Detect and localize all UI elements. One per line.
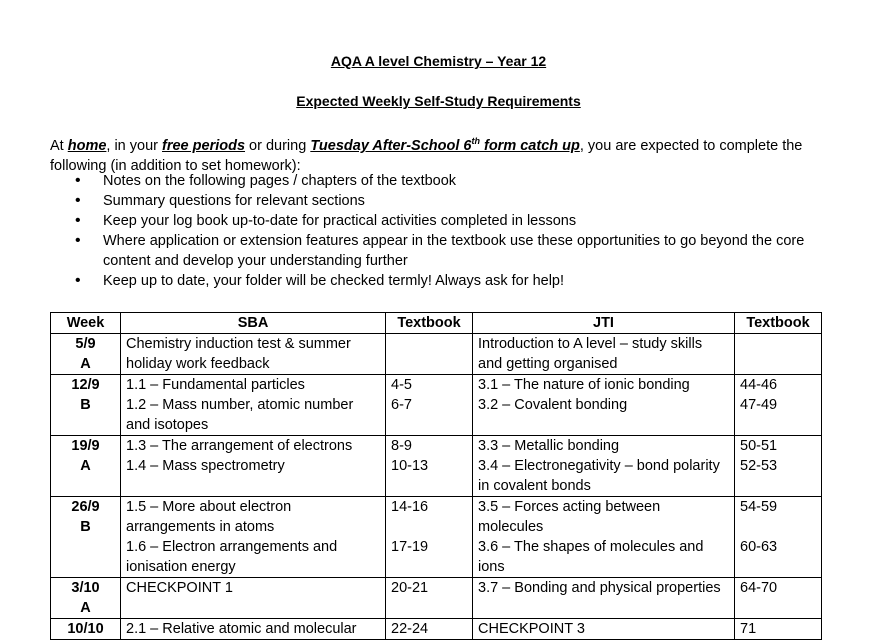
sba-cell: 2.1 – Relative atomic and molecular <box>121 619 386 640</box>
sba-cell: 1.5 – More about electron arrangements in atoms 1.6 – Electron arrangements and ionisation energy <box>121 497 386 578</box>
sba-cell: CHECKPOINT 1 <box>121 578 386 619</box>
table-row <box>51 578 822 619</box>
table-row <box>51 334 822 375</box>
list-item: • Keep up to date, your folder will be checked termly! Always ask for help! <box>103 271 823 291</box>
jti-cell: 3.3 – Metallic bonding 3.4 – Electronegativity – bond polarity in covalent bonds <box>473 436 735 497</box>
requirements-list <box>103 171 823 291</box>
header-sba: SBA <box>121 313 386 334</box>
jti-pages-cell: 44-46 47-49 <box>735 375 822 436</box>
schedule-table <box>50 312 822 640</box>
jti-cell: 3.5 – Forces acting between molecules 3.6 – The shapes of molecules and ions <box>473 497 735 578</box>
jti-cell: Introduction to A level – study skills and getting organised <box>473 334 735 375</box>
table-row <box>51 375 822 436</box>
sba-pages-cell: 8-9 10-13 <box>386 436 473 497</box>
week-cell: 12/9 B <box>51 375 121 436</box>
list-item: • Notes on the following pages / chapters of the textbook <box>103 171 823 191</box>
sba-pages-cell <box>386 334 473 375</box>
intro-home: home <box>67 137 107 154</box>
sba-pages-cell: 20-21 <box>386 578 473 619</box>
sba-cell: Chemistry induction test & summer holiday work feedback <box>121 334 386 375</box>
jti-cell: 3.1 – The nature of ionic bonding 3.2 – Covalent bonding <box>473 375 735 436</box>
jti-cell: 3.7 – Bonding and physical properties <box>473 578 735 619</box>
week-cell: 3/10 A <box>51 578 121 619</box>
list-item: • Summary questions for relevant sections <box>103 191 823 211</box>
jti-pages-cell: 64-70 <box>735 578 822 619</box>
table-row <box>51 619 822 640</box>
sba-pages-cell: 22-24 <box>386 619 473 640</box>
intro-paragraph: At home, in your free periods or during Tuesday After-School 6th form catch up, you are expected to complete the following (in addition to set homework): <box>50 136 803 174</box>
jti-pages-cell: 71 <box>735 619 822 640</box>
document-subtitle: Expected Weekly Self-Study Requirements <box>296 93 581 109</box>
jti-pages-cell <box>735 334 822 375</box>
table-row <box>51 436 822 497</box>
header-jti: JTI <box>473 313 735 334</box>
sba-cell: 1.1 – Fundamental particles 1.2 – Mass number, atomic number and isotopes <box>121 375 386 436</box>
list-item: • Where application or extension features appear in the textbook use these opportunities to go beyond the core content and develop your understanding further <box>103 231 823 271</box>
document-title: AQA A level Chemistry – Year 12 <box>330 53 547 69</box>
jti-pages-cell: 50-51 52-53 <box>735 436 822 497</box>
list-item: • Keep your log book up-to-date for practical activities completed in lessons <box>103 211 823 231</box>
week-cell: 10/10 <box>51 619 121 640</box>
table-header-row <box>51 313 822 334</box>
header-textbook-jti: Textbook <box>735 313 822 334</box>
sba-pages-cell: 4-5 6-7 <box>386 375 473 436</box>
jti-pages-cell: 54-59 60-63 <box>735 497 822 578</box>
intro-tuesday-catchup: Tuesday After-School 6th form catch up <box>310 136 580 154</box>
week-cell: 26/9 B <box>51 497 121 578</box>
header-week: Week <box>51 313 121 334</box>
week-cell: 5/9 A <box>51 334 121 375</box>
table-row <box>51 497 822 578</box>
jti-cell: CHECKPOINT 3 <box>473 619 735 640</box>
week-cell: 19/9 A <box>51 436 121 497</box>
header-textbook-sba: Textbook <box>386 313 473 334</box>
sba-pages-cell: 14-16 17-19 <box>386 497 473 578</box>
intro-free-periods: free periods <box>162 137 246 154</box>
sba-cell: 1.3 – The arrangement of electrons 1.4 – Mass spectrometry <box>121 436 386 497</box>
